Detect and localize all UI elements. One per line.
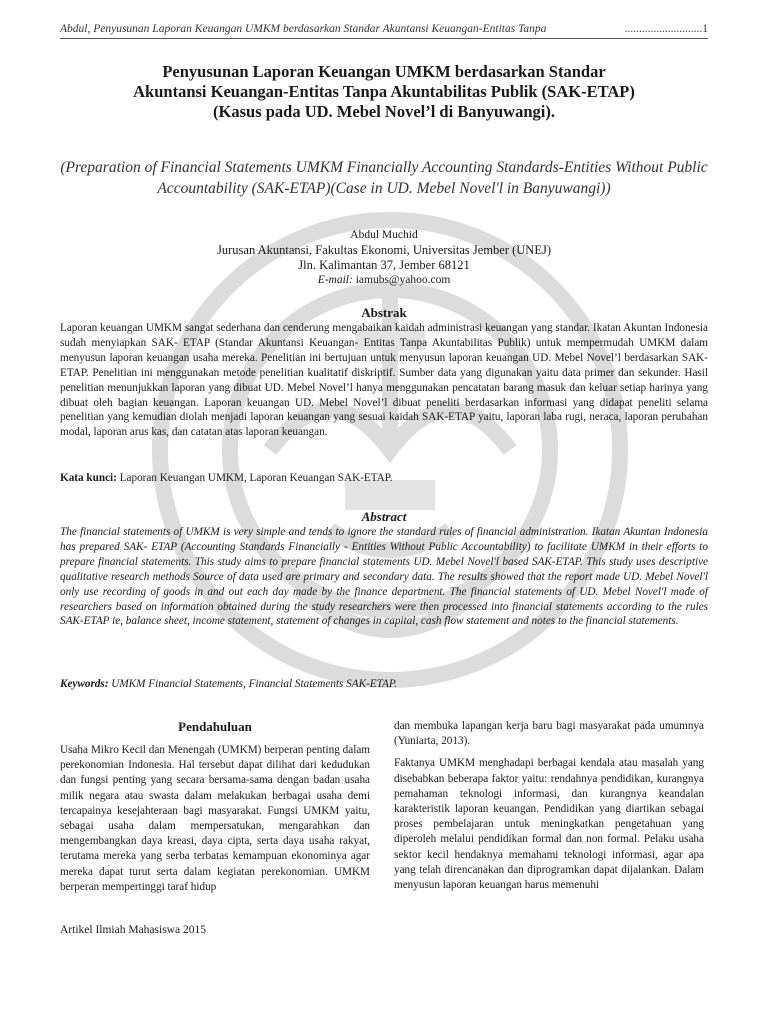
right-column	[394, 719, 704, 900]
author-email-line	[60, 273, 708, 288]
keywords-label: Keywords:	[60, 678, 109, 690]
abstract-keywords	[60, 678, 708, 690]
running-header-text: Abdul, Penyusunan Laporan Keuangan UMKM berdasarkan Standar Akuntansi Keuangan-Entitas Tanpa	[60, 23, 547, 35]
title-line: Akuntansi Keuangan-Entitas Tanpa Akuntabilitas Publik (SAK-ETAP)	[133, 82, 635, 101]
abstract-heading: Abstract	[361, 509, 407, 524]
author-name: Abdul Muchid	[350, 229, 418, 241]
page-number: ...........................1	[624, 23, 708, 35]
keywords-label: Kata kunci:	[60, 472, 117, 484]
title-line: (Kasus pada UD. Mebel Novel’l di Banyuwangi).	[213, 102, 555, 121]
section-heading-pendahuluan: Pendahuluan	[178, 719, 252, 734]
author-affiliation: Jurusan Akuntansi, Fakultas Ekonomi, Universitas Jember (UNEJ)	[217, 243, 551, 257]
author-address: Jln. Kalimantan 37, Jember 68121	[298, 258, 470, 272]
page-footer: Artikel Ilmiah Mahasiswa 2015	[60, 924, 206, 936]
abstrak-keywords	[60, 472, 708, 484]
paper-title	[60, 62, 708, 122]
abstrak-text: Laporan keuangan UMKM sangat sederhana dan cenderung mengabaikan kaidah administrasi keuangan yang standar. Ikatan Akuntan Indonesia sudah menyiapkan SAK- ETAP (Standar Akuntansi Keuangan- Entitas Tanpa Akuntabilitas Publik) untuk mempermudah UMKM dalam menyusun laporan keuangan usaha mereka. Penelitian ini bertujuan untuk menyusun laporan keuangan UD. Mebel Novel’l berdasarkan SAK-ETAP. Penelitian ini menggunakan metode penelitian kualitatif diskriptif. Sumber data yang digunakan yaitu data primer dan sekunder. Hasil penelitian menunjukkan laporan yang dibuat UD. Mebel Novel’l hanya menggunakan pencatatan barang masuk dan keluar setiap harinya yang dibuat oleh bagian keuangan. Laporan keuangan UD. Mebel Novel’l dibuat peneliti berdasarkan informasi yang didapat peneliti selama penelitian yang kemudian diolah menjadi laporan keuangan yang sesuai kaidah SAK-ETAP yaitu, laporan laba rugi, neraca, laporan perubahan modal, laporan arus kas, dan catatan atas laporan keuangan.	[60, 322, 708, 439]
body-paragraph: Usaha Mikro Kecil dan Menengah (UMKM) berperan penting dalam perekonomian Indonesia. Hal tersebut dapat dilihat dari kedudukan dan fungsi penting yang secara bersama-sama dengan badan usaha milik negara atau swasta dalam melakukan berbagai usaha demi tercapainya kesejahteraan bagi masyarakat. Fungsi UMKM yaitu, sebagai usaha dalam mempersatukan, mengarahkan dan mengembangkan daya kreasi, daya cipta, serta daya usaha rakyat, terutama mereka yang serba terbatas kemampuan ekonominya agar mereka dapat turut serta dalam kegiatan perekonomian. UMKM berperan mempertinggi taraf hidup	[60, 744, 370, 893]
abstract-text: The financial statements of UMKM is very simple and tends to ignore the standard rules of financial administration. Ikatan Akuntan Indonesia has prepared SAK- ETAP (Accounting Standards Financially - Entities Without Public Accountability) to facilitate UMKM in their efforts to prepare financial statements. This study aims to prepare financial statements UD. Mebel Novel'l based SAK-ETAP. This study uses descriptive qualitative research methods Source of data used are primary and secondary data. The results showed that the report made UD. Mebel Novel'l only use recording of goods in and out each day made by the finance department. The financial statements of UD. Mebel Novel'l made of researchers based on information obtained during the study researchers were then processed into financial statements according to the rules SAK-ETAP ie, balance sheet, income statement, statement of changes in capital, cash flow statement and notes to the financial statements.	[60, 526, 708, 628]
author-email[interactable]: iamubs@yahoo.com	[355, 274, 451, 286]
english-title: (Preparation of Financial Statements UMKM Financially Accounting Standards-Entities Without Public Accountability (SAK-ETAP)(Case in UD. Mebel Novel'l in Banyuwangi))	[60, 159, 708, 197]
abstrak-heading: Abstrak	[361, 305, 407, 320]
running-header	[60, 23, 708, 39]
author-block	[60, 228, 708, 288]
left-column	[60, 743, 370, 902]
body-paragraph: dan membuka lapangan kerja baru bagi masyarakat pada umumnya (Yuniarta, 2013).	[394, 720, 704, 748]
email-label: E-mail:	[317, 274, 353, 286]
keywords-value: Laporan Keuangan UMKM, Laporan Keuangan SAK-ETAP.	[119, 472, 393, 484]
title-line: Penyusunan Laporan Keuangan UMKM berdasarkan Standar	[162, 62, 606, 81]
keywords-value: UMKM Financial Statements, Financial Statements SAK-ETAP.	[111, 678, 398, 690]
body-paragraph: Faktanya UMKM menghadapi berbagai kendala atau masalah yang disebabkan beberapa faktor yaitu: rendahnya pendidikan, kurangnya pemahaman teknologi informasi, dan kurangnya keandalan karakteristik laporan keuangan. Pendidikan yang diartikan sebagai proses pembelajaran untuk meningkatkan pengetahuan yang diperoleh melalui pendidikan formal dan non formal. Pelaku usaha sektor kecil hendaknya memahami teknologi informasi, agar apa yang telah direncanakan dan diprogramkan dapat dijalankan. Dalam menyusun laporan keuangan harus memenuhi	[394, 757, 704, 892]
